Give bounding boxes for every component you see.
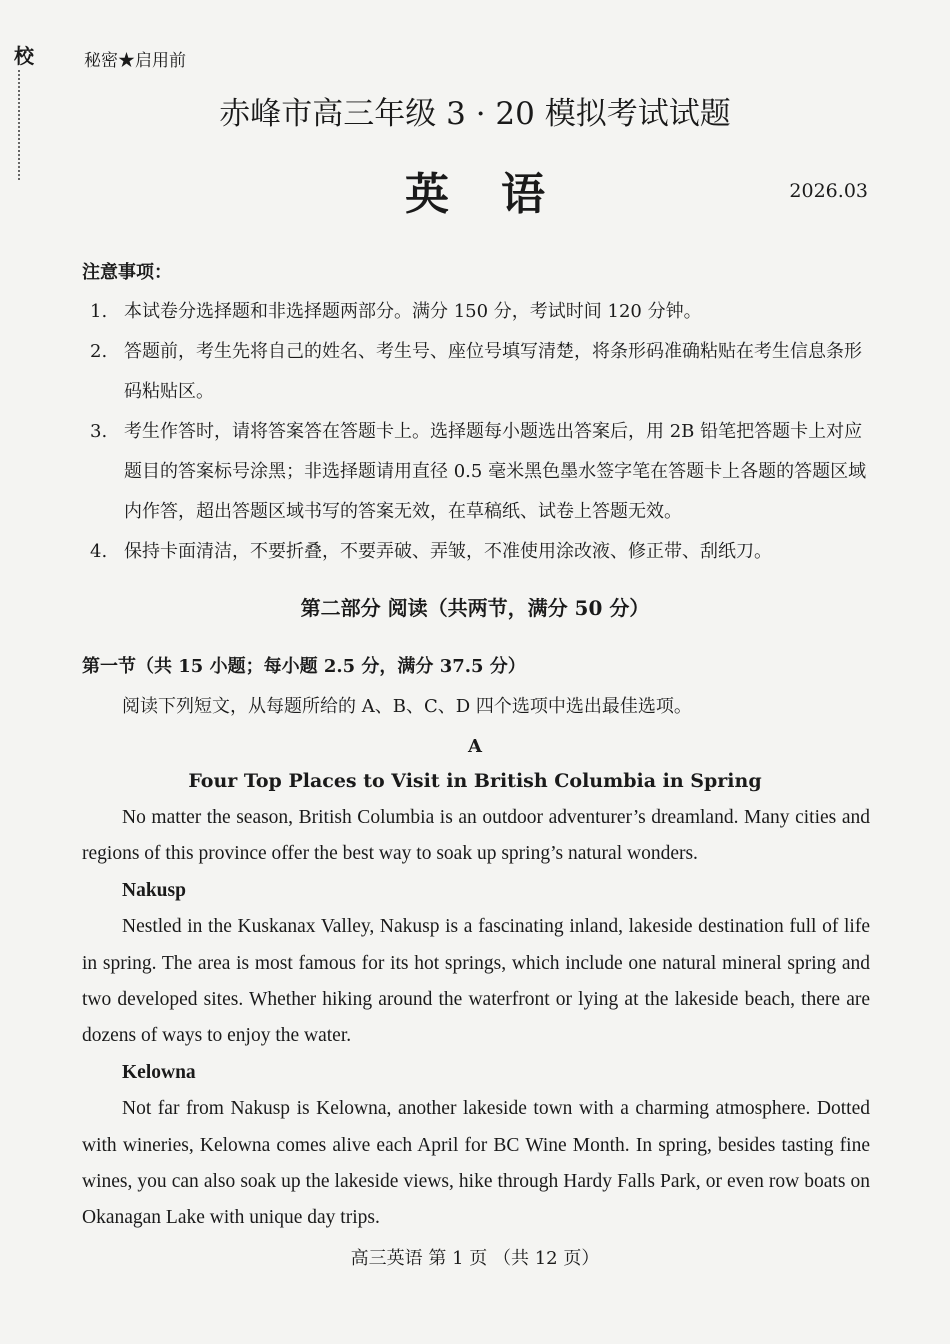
- section-title: 第二部分 阅读（共两节，满分 50 分）: [300, 596, 650, 620]
- place-paragraph: Not far from Nakusp is Kelowna, another lakeside town with a charming atmosphere. Dotted with wineries, Kelowna comes alive each April for BC Wine Month. In spring, besides tasting fine wines, you can also soak up the lakeside views, hike through Hardy Falls Park, or even row boats on Okanagan Lake with unique day trips.: [82, 1098, 870, 1229]
- place-heading: Kelowna: [122, 1061, 196, 1083]
- page-footer: 高三英语 第 1 页 （共 12 页）: [350, 1248, 600, 1269]
- passage-title: Four Top Places to Visit in British Columbia in Spring: [188, 770, 762, 792]
- place-paragraph: Nestled in the Kuskanax Valley, Nakusp is a fascinating inland, lakeside destination full of life in spring. The area is most famous for its hot springs, which include one natural mineral spring and two developed sites. Whether hiking around the waterfront or lying at the lakeside beach, there are dozens of ways to enjoy the water.: [82, 916, 870, 1047]
- secret-label: 秘密★启用前: [84, 51, 186, 71]
- notice-item: [82, 412, 872, 532]
- notice-item-text: 考生作答时，请将答案答在答题卡上。选择题每小题选出答案后，用 2B 铅笔把答题卡上对应题目的答案标号涂黑；非选择题请用直径 0.5 毫米黑色墨水签字笔在答题卡上各题的答题区域内作答，超出答题区域书写的答案无效，在草稿纸、试卷上答题无效。: [124, 421, 867, 522]
- notice-item-number: 1.: [90, 301, 108, 322]
- notice-item-text: 本试卷分选择题和非选择题两部分。满分 150 分，考试时间 120 分钟。: [124, 301, 702, 322]
- notice-list: [82, 292, 872, 572]
- notice-item: [82, 532, 872, 572]
- notice-item-number: 3.: [90, 421, 108, 442]
- binding-mark: 校: [14, 44, 34, 68]
- notice-item-text: 保持卡面清洁，不要折叠，不要弄破、弄皱，不准使用涂改液、修正带、刮纸刀。: [124, 541, 772, 562]
- notice-item: [82, 332, 872, 412]
- instruction-text: 阅读下列短文，从每题所给的 A、B、C、D 四个选项中选出最佳选项。: [122, 696, 692, 717]
- exam-title: 赤峰市高三年级 3 · 20 模拟考试试题: [219, 96, 731, 132]
- exam-date: 2026.03: [789, 180, 868, 202]
- passage-intro: No matter the season, British Columbia is an outdoor adventurer’s dreamland. Many cities and regions of this province offer the best way to soak up spring’s natural wonders.: [82, 807, 870, 865]
- passage-body: [82, 800, 870, 1237]
- notice-item-number: 4.: [90, 541, 108, 562]
- subsection-title: 第一节（共 15 小题；每小题 2.5 分，满分 37.5 分）: [82, 656, 526, 677]
- notice-item-number: 2.: [90, 341, 108, 362]
- subject-title: 英语: [405, 169, 597, 220]
- notice-title: 注意事项：: [82, 262, 172, 283]
- place-heading: Nakusp: [122, 879, 186, 901]
- notice-item: [82, 292, 872, 332]
- notice-item-text: 答题前，考生先将自己的姓名、考生号、座位号填写清楚，将条形码准确粘贴在考生信息条形码粘贴区。: [124, 341, 862, 402]
- passage-letter: A: [468, 736, 482, 757]
